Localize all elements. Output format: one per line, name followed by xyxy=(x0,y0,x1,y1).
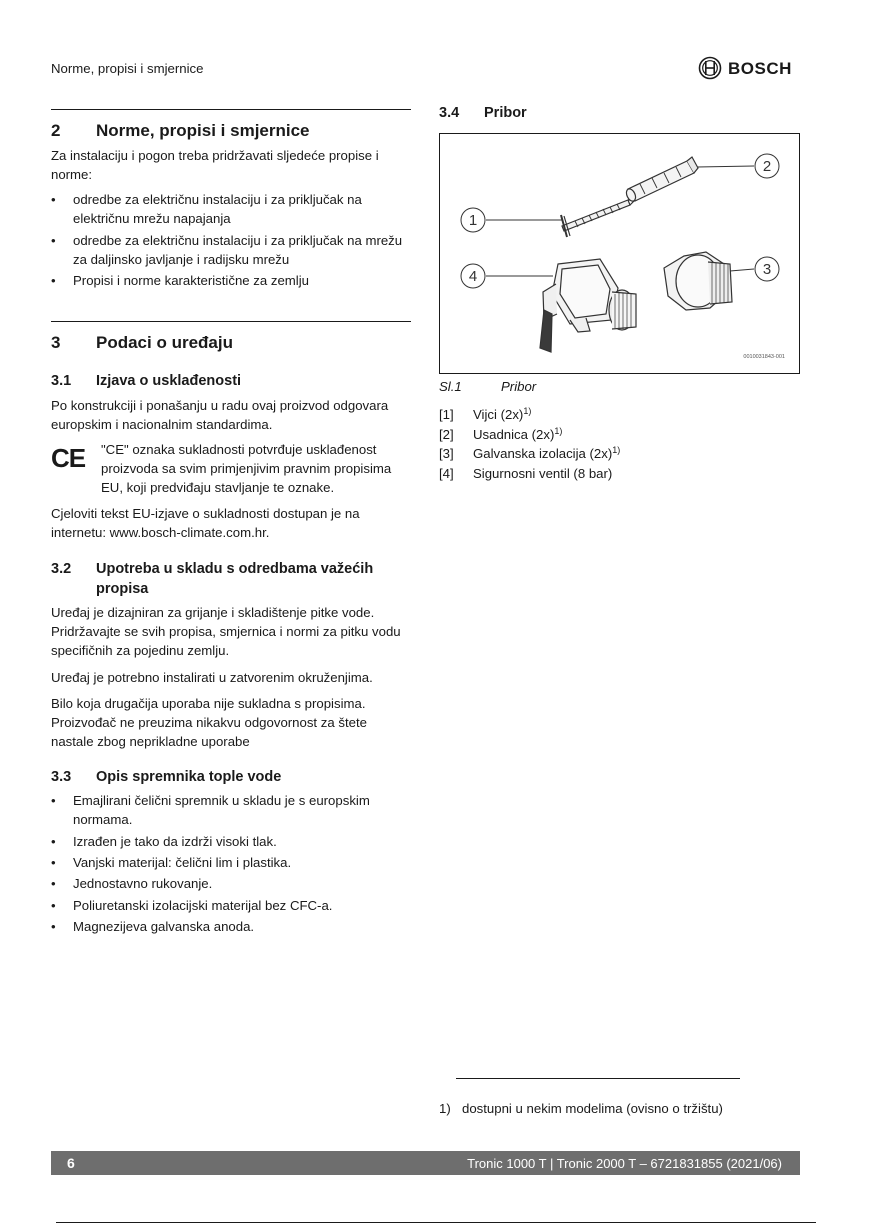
section-3-2-heading xyxy=(51,559,411,599)
legend-item xyxy=(439,405,801,424)
ce-mark-icon: CE xyxy=(51,443,86,473)
legend-item-number: [3] xyxy=(439,446,454,461)
list-item xyxy=(51,190,411,228)
legend-item-text: Galvanska izolacija (2x) xyxy=(473,446,613,461)
list-item xyxy=(51,271,411,290)
list-item-text: odredbe za električnu instalaciju i za priključak na električnu mrežu napajanja xyxy=(73,192,362,226)
screw-illustration xyxy=(561,200,635,237)
section-2-title: Norme, propisi i smjernice xyxy=(96,121,310,140)
bullet-icon: • xyxy=(51,834,56,849)
legend-item-text: Vijci (2x) xyxy=(473,407,524,422)
page-number: 6 xyxy=(67,1155,75,1171)
section-3-2-title: Upotreba u skladu s odredbama važećih propisa xyxy=(96,561,374,597)
section-2-rule xyxy=(51,109,411,110)
footnote-rule xyxy=(456,1078,740,1079)
footer-bar xyxy=(51,1151,800,1175)
section-3-3-heading xyxy=(51,767,411,787)
accessories-figure xyxy=(439,133,800,374)
list-item-text: Izrađen je tako da izdrži visoki tlak. xyxy=(73,834,277,849)
figure-caption-number: Sl.1 xyxy=(439,379,462,394)
figure-caption xyxy=(439,377,801,396)
legend-item-number: [4] xyxy=(439,466,454,481)
section-3-2-number: 3.2 xyxy=(51,561,72,577)
list-item-text: Poliuretanski izolacijski materijal bez CFC-a. xyxy=(73,898,333,913)
list-item-text: odredbe za električnu instalaciju i za priključak na mrežu za daljinsko javljanje i radijsku mrežu xyxy=(73,233,403,267)
legend-item-text: Usadnica (2x) xyxy=(473,427,555,442)
callout-4 xyxy=(461,264,485,288)
footnote xyxy=(439,1099,801,1118)
list-item xyxy=(51,917,411,936)
list-item-text: Emajlirani čelični spremnik u skladu je s europskim normama. xyxy=(73,793,370,827)
section-3-1-para-2: Cjeloviti tekst EU-izjave o sukladnosti dostupan je na internetu: www.bosch-climate.com.hr. xyxy=(51,506,360,540)
legend-item xyxy=(439,444,801,463)
accessories-illustration xyxy=(440,134,799,373)
bullet-icon: • xyxy=(51,919,56,934)
ce-notice-text: "CE" oznaka sukladnosti potvrđuje usklađenost proizvoda sa svim primjenjivim pravnim propisima EU, koji predviđaju stavljanje te oznake. xyxy=(101,442,392,495)
section-3-4-heading xyxy=(439,103,801,123)
dielectric-union-illustration xyxy=(664,252,732,310)
section-3-3-title: Opis spremnika tople vode xyxy=(96,769,282,785)
bullet-icon: • xyxy=(51,793,56,808)
list-item xyxy=(51,231,411,269)
list-item xyxy=(51,853,411,872)
section-2-heading xyxy=(51,120,411,142)
figure-ref-code: 0010031843-001 xyxy=(743,354,785,360)
list-item xyxy=(51,791,411,829)
figure-caption-text: Pribor xyxy=(501,379,537,394)
section-3-2-para-2: Uređaj je potrebno instalirati u zatvorenim okruženjima. xyxy=(51,670,373,685)
document-reference: Tronic 1000 T | Tronic 2000 T – 6721831855 (2021/06) xyxy=(467,1156,782,1171)
bullet-icon: • xyxy=(51,273,56,288)
brand-name: BOSCH xyxy=(728,58,792,78)
section-3-1-heading xyxy=(51,371,411,391)
section-3-rule xyxy=(51,321,411,322)
legend-item xyxy=(439,425,801,444)
list-item-text: Magnezijeva galvanska anoda. xyxy=(73,919,255,934)
section-2-number: 2 xyxy=(51,121,61,140)
footnote-text: dostupni u nekim modelima (ovisno o tržištu) xyxy=(462,1101,723,1116)
callout-3-label: 3 xyxy=(762,261,772,278)
safety-valve-illustration xyxy=(540,259,636,352)
legend-item xyxy=(439,464,801,483)
footnote-ref: 1) xyxy=(554,426,563,436)
section-3-title: Podaci o uređaju xyxy=(96,333,233,352)
bullet-icon: • xyxy=(51,898,56,913)
footnote-ref: 1) xyxy=(523,406,532,416)
section-2-intro: Za instalaciju i pogon treba pridržavati sljedeće propise i norme: xyxy=(51,148,379,182)
section-3-1-title: Izjava o usklađenosti xyxy=(96,373,242,389)
running-header: Norme, propisi i smjernice xyxy=(51,61,204,76)
bullet-icon: • xyxy=(51,855,56,870)
wall-plug-illustration xyxy=(625,157,698,203)
callout-3 xyxy=(755,257,779,281)
bullet-icon: • xyxy=(51,876,56,891)
list-item xyxy=(51,832,411,851)
list-item-text: Propisi i norme karakteristične za zemlju xyxy=(73,273,309,288)
callout-2 xyxy=(755,154,779,178)
list-item xyxy=(51,896,411,915)
footnote-marker: 1) xyxy=(439,1101,451,1116)
section-3-number: 3 xyxy=(51,333,61,352)
list-item xyxy=(51,874,411,893)
bullet-icon: • xyxy=(51,192,56,207)
callout-2-label: 2 xyxy=(762,158,772,175)
section-3-4-title: Pribor xyxy=(484,105,527,121)
section-3-1-para-1: Po konstrukciji i ponašanju u radu ovaj proizvod odgovara europskim i nacionalnim standardima. xyxy=(51,398,389,432)
list-item-text: Vanjski materijal: čelični lim i plastika. xyxy=(73,855,292,870)
list-item-text: Jednostavno rukovanje. xyxy=(73,876,213,891)
legend-item-number: [1] xyxy=(439,407,454,422)
callout-4-label: 4 xyxy=(468,268,478,285)
callout-1-label: 1 xyxy=(468,212,478,229)
legend-item-number: [2] xyxy=(439,427,454,442)
ce-notice xyxy=(51,440,411,497)
section-3-1-number: 3.1 xyxy=(51,373,72,389)
section-3-heading xyxy=(51,332,411,354)
section-3-3-number: 3.3 xyxy=(51,769,72,785)
section-3-4-number: 3.4 xyxy=(439,105,460,121)
section-3-2-para-3: Bilo koja drugačija uporaba nije sukladna s propisima. Proizvođač ne preuzima nikakvu odgovornost za štete nastale zbog neprikladne uporabe xyxy=(51,696,367,749)
callout-1 xyxy=(461,208,485,232)
bosch-armature-icon xyxy=(698,56,722,80)
legend-item-text: Sigurnosni ventil (8 bar) xyxy=(473,466,613,481)
footnote-ref: 1) xyxy=(612,445,621,455)
bosch-logo xyxy=(698,56,792,80)
section-3-2-para-1: Uređaj je dizajniran za grijanje i skladištenje pitke vode. Pridržavajte se svih propisa, smjernica i normi za pitku vodu specifičnih za pojedinu zemlju. xyxy=(51,605,401,658)
bottom-edge-rule xyxy=(56,1222,816,1223)
bullet-icon: • xyxy=(51,233,56,248)
